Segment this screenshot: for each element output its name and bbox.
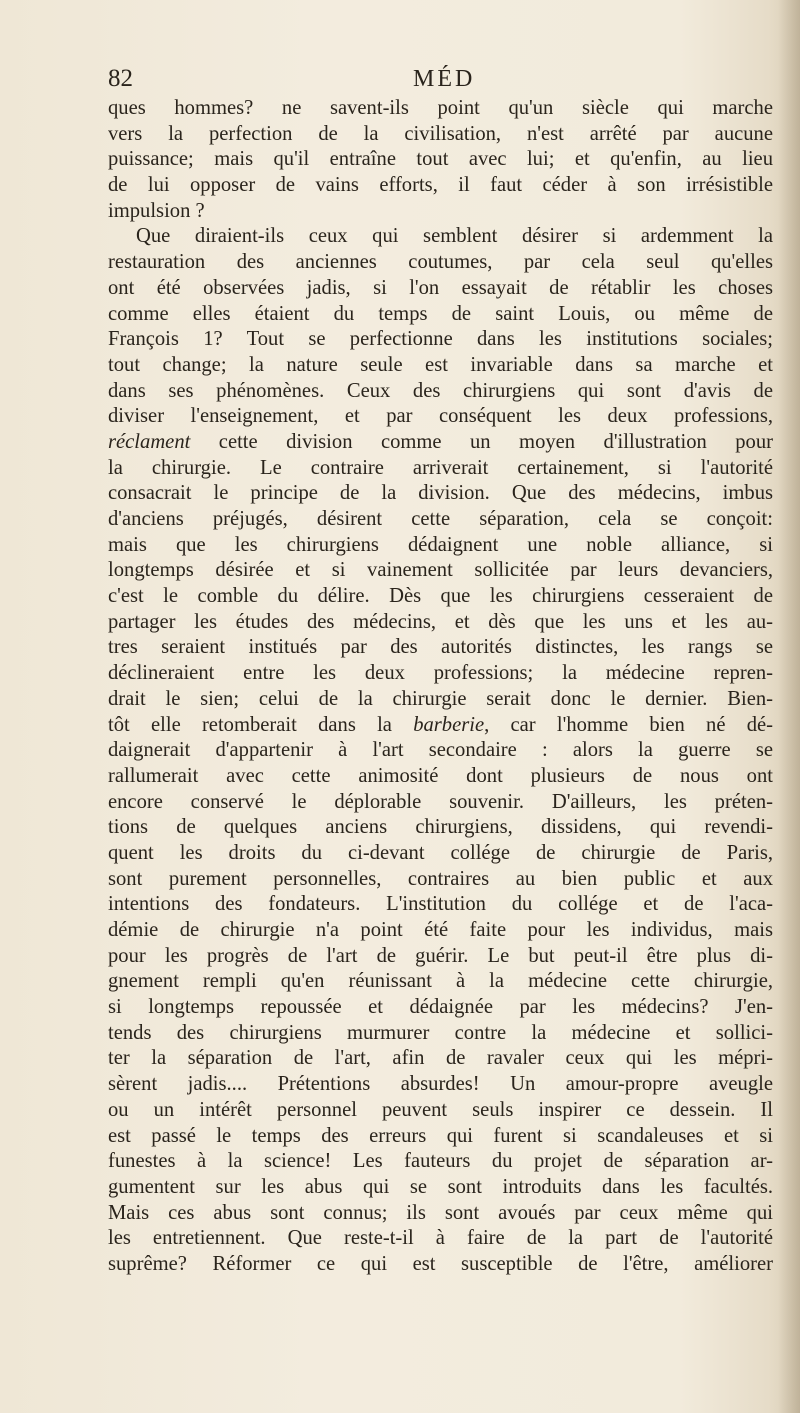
text-line: c'est le comble du délire. Dès que les chirurgiens cesseraient de [108, 585, 773, 608]
text-line: comme elles étaient du temps de saint Louis, ou même de [108, 302, 773, 325]
text-line: tends des chirurgiens murmurer contre la médecine et sollici- [108, 1021, 773, 1044]
text-line: suprême? Réformer ce qui est susceptible de l'être, améliorer [108, 1252, 773, 1275]
text-line: les entretiennent. Que reste-t-il à faire de la part de l'autorité [108, 1227, 773, 1250]
text-line: rallumerait avec cette animosité dont plusieurs de nous ont [108, 764, 773, 787]
text-line: diviser l'enseignement, et par conséquent les deux professions, [108, 405, 773, 428]
text-line-italic-start [108, 430, 773, 456]
text-line: funestes à la science! Les fauteurs du projet de séparation ar- [108, 1150, 773, 1173]
text-line: drait le sien; celui de la chirurgie serait donc le dernier. Bien- [108, 687, 773, 710]
text-line: quent les droits du ci-devant collége de chirurgie de Paris, [108, 841, 773, 864]
text-line: Mais ces abus sont connus; ils sont avoués par ceux même qui [108, 1201, 773, 1224]
text-line: d'anciens préjugés, désirent cette séparation, cela se conçoit: [108, 508, 773, 530]
text-line: dans ses phénomènes. Ceux des chirurgiens qui sont d'avis de [108, 379, 773, 402]
text-line: ques hommes? ne savent-ils point qu'un siècle qui marche [108, 97, 773, 119]
text-line: impulsion ? [108, 199, 205, 222]
text-line: intentions des fondateurs. L'institution du collége et de l'aca- [108, 893, 773, 916]
text-line: la chirurgie. Le contraire arriverait certainement, si l'autorité [108, 456, 773, 479]
text-line: encore conservé le déplorable souvenir. D'ailleurs, les préten- [108, 790, 773, 813]
italic-word: barberie [413, 713, 485, 736]
text-line: François 1? Tout se perfectionne dans les institutions sociales; [108, 328, 773, 351]
text-line: déclineraient entre les deux professions; la médecine repren- [108, 662, 773, 685]
text-line: si longtemps repoussée et dédaignée par les médecins? J'en- [108, 996, 773, 1019]
text-line: tres seraient institués par des autorités distinctes, les rangs se [108, 636, 773, 659]
page-number: 82 [108, 65, 133, 92]
text-segment: tôt elle retomberait dans la [108, 713, 414, 736]
text-line: daignerait d'appartenir à l'art secondaire : alors la guerre se [108, 739, 773, 762]
text-segment: cette division comme un moyen d'illustration pour [190, 430, 773, 453]
text-line: vers la perfection de la civilisation, n'est arrêté par aucune [108, 122, 773, 145]
running-head [108, 62, 773, 96]
text-segment: , car l'homme bien né dé- [484, 713, 773, 736]
text-line: Que diraient-ils ceux qui semblent désirer si ardemment la [136, 225, 773, 248]
text-line: sèrent jadis.... Prétentions absurdes! Un amour-propre aveugle [108, 1073, 773, 1096]
text-line: ont été observées jadis, si l'on essayait de rétablir les choses [108, 276, 773, 299]
text-line: gnement rempli qu'en réunissant à la médecine cette chirurgie, [108, 970, 773, 993]
text-line: longtemps désirée et si vainement sollicitée par leurs devanciers, [108, 559, 773, 582]
text-line: gumentent sur les abus qui se sont introduits dans les facultés. [108, 1175, 773, 1198]
body-text [108, 96, 773, 1278]
text-line: mais que les chirurgiens dédaignent une noble alliance, si [108, 533, 773, 556]
italic-word: réclament [108, 430, 191, 453]
text-line: ou un intérêt personnel peuvent seuls inspirer ce dessein. Il [108, 1098, 773, 1121]
text-line: est passé le temps des erreurs qui furent si scandaleuses et si [108, 1124, 773, 1147]
text-line: consacrait le principe de la division. Que des médecins, imbus [108, 482, 773, 505]
page-edge-shadow [778, 0, 800, 1413]
text-line: tout change; la nature seule est invariable dans sa marche et [108, 353, 773, 376]
text-line: sont purement personnelles, contraires au bien public et aux [108, 867, 773, 890]
text-line: puissance; mais qu'il entraîne tout avec lui; et qu'enfin, au lieu [108, 148, 773, 171]
running-title: MÉD [413, 66, 476, 92]
text-line-italic-mid [108, 713, 773, 739]
text-line: restauration des anciennes coutumes, par cela seul qu'elles [108, 251, 773, 274]
text-line: tions de quelques anciens chirurgiens, dissidens, qui revendi- [108, 816, 773, 839]
text-line: partager les études des médecins, et dès que les uns et les au- [108, 610, 773, 633]
text-line: ter la séparation de l'art, afin de ravaler ceux qui les mépri- [108, 1047, 773, 1070]
text-line: démie de chirurgie n'a point été faite pour les individus, mais [108, 919, 773, 941]
text-line: de lui opposer de vains efforts, il faut céder à son irrésistible [108, 174, 773, 197]
text-line: pour les progrès de l'art de guérir. Le but peut-il être plus di- [108, 944, 773, 967]
